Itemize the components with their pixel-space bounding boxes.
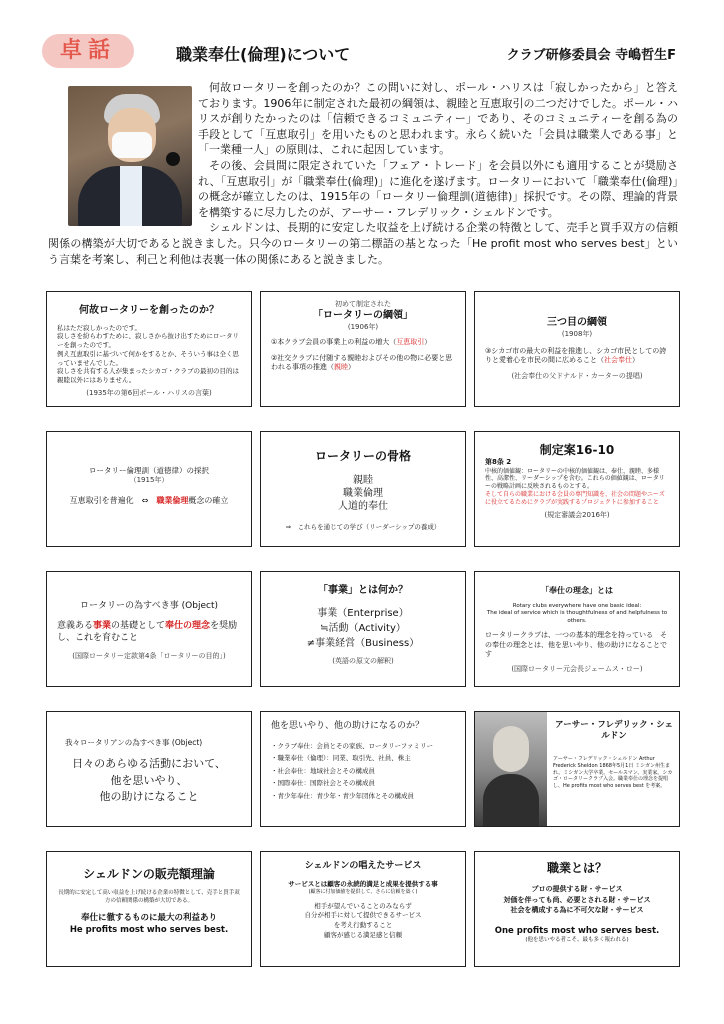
slide-sheldon-service	[260, 851, 466, 967]
slide-title: 職業とは？	[546, 861, 607, 875]
slide-text: 奉仕に徹するものに最大の利益あり	[80, 913, 217, 924]
paragraph-3: シェルドンは、長期的に安定した収益を上げ続ける企業の特徴として、売手と買手双方の信頼関係の構築が大切であると説きました。只今のロータリーの第二標語の基となった「He profit most who serves best」という言葉を考案し、利己と利他は表裏一体の関係にあると説きました。	[48, 221, 678, 266]
slide-text: ）	[348, 363, 355, 372]
list-item: ・職業奉仕（倫理）：同業、取引先、社員、株主	[271, 754, 411, 763]
slide-title: 三つ目の綱領	[547, 317, 607, 328]
slide-text: ）	[424, 338, 432, 347]
slide-title: 我々ロータリアンの為すべき事 (Object)	[65, 738, 203, 747]
slide-highlight: そして自らの職業における会員の専門知識を、社会の問題やニーズに役立てるためにクラブが実践するプロジェクトに参加すること	[485, 491, 665, 506]
slide-rotarian-object	[46, 711, 252, 827]
slide-title: ロータリーの為すべき事 (Object)	[79, 601, 218, 611]
slide-line: ≒活動（Activity）	[320, 622, 406, 634]
slide-highlight: 親睦	[334, 363, 348, 372]
slide-title: シェルドンの販売額理論	[83, 867, 215, 881]
slide-source: (社会奉仕の父ドナルド・カーターの提唱)	[511, 371, 643, 380]
slide-text: を奨励し、これを育むこと	[57, 621, 238, 644]
slide-line: 他の助けになること	[99, 790, 199, 804]
slide-line: 他を思いやり、	[110, 773, 188, 787]
slide-source: (規定審議会2016年)	[544, 510, 610, 519]
slide-source: (国際ロータリー元会長ジェームス・ロー)	[511, 665, 643, 674]
slide-highlight: 社会奉仕	[604, 356, 632, 365]
slide-line: 社会を構成する為に不可欠な財・サービス	[510, 906, 644, 915]
slide-english: The ideal of service which is thoughtfulness of and helpfulness to others.	[486, 610, 668, 624]
slide-text	[485, 347, 669, 366]
slide-text	[57, 324, 241, 385]
slide-enactment	[474, 431, 680, 547]
list-item: ・青少年奉仕：青少年・青少年団体とその構成員	[271, 791, 414, 800]
slide-text: 意義ある	[57, 621, 94, 632]
slide-line: 人道的奉仕	[338, 501, 388, 513]
slide-line: 自分が相手に対して提供できるサービス	[304, 911, 422, 920]
slide-title: 他を思いやり、他の助けになるのか？	[271, 721, 425, 731]
slide-title: ロータリーの骨格	[314, 449, 411, 463]
sheldon-portrait	[475, 712, 547, 827]
slide-ideal-of-service	[474, 571, 680, 687]
slide-line: 私はただ寂しかったのです。	[57, 323, 141, 332]
slide-item	[271, 338, 455, 347]
slide-english: Rotary clubs everywhere have one basic ideal:	[512, 602, 642, 609]
slide-avenues	[260, 711, 466, 827]
slide-line: ≠事業経営（Business）	[306, 637, 420, 649]
slide-sheldon-profile	[474, 711, 680, 827]
slide-list	[57, 756, 241, 806]
slide-framework	[260, 431, 466, 547]
slide-text: ①本クラブ会員の事業上の利益の増大（	[271, 338, 397, 347]
slide-sheldon-theory	[46, 851, 252, 967]
slide-subtitle: 第8条 2	[485, 458, 512, 467]
slide-footer: ⇒ これらを通じての学び（リーダーシップの養成）	[285, 523, 441, 532]
slide-list	[271, 474, 455, 513]
slide-line: 対価を伴っても尚、必要とされる財・サービス	[503, 895, 651, 904]
slide-highlight: 事業	[93, 621, 112, 632]
slide-text	[57, 496, 241, 507]
article-header	[0, 30, 724, 74]
slide-text: ）	[632, 356, 639, 365]
slide-text: 中核的価値観：ロータリーの中核的価値観は、奉仕、親睦、多様性、高潔性、リーダーシップを含む。これらの価値観は、ロータリーの戦略計画に反映されるものとする。	[485, 467, 665, 491]
slide-line: 相手が望んでいることのみならず	[314, 901, 412, 910]
slide-year: (1908年)	[561, 329, 593, 338]
list-item: ・クラブ奉仕：会員とその家族、ロータリーファミリー	[271, 742, 434, 751]
list-item: ・社会奉仕：地域社会とその構成員	[271, 766, 375, 775]
list-item: ・国際奉仕：国際社会とその構成員	[271, 779, 375, 788]
badge-label: 卓話	[59, 38, 116, 63]
slide-pretitle: 初めて制定された	[335, 300, 391, 308]
slide-why-rotary	[46, 291, 252, 407]
slide-line: 例え互恵取引に基づいて何かをするとか、そういう事は全く思っていませんでした。	[57, 349, 239, 367]
slide-motto: One profits most who serves best.	[494, 925, 660, 936]
slide-list	[271, 740, 455, 802]
article-title: 職業奉仕(倫理)について	[176, 45, 351, 64]
slide-list	[485, 884, 669, 916]
slide-title: シェルドンの唱えたサービス	[304, 861, 422, 871]
slide-highlight: 互恵取引	[396, 338, 425, 347]
slide-year: (1906年)	[347, 322, 379, 331]
slide-motto: He profits most who serves best.	[69, 924, 229, 935]
slide-line: 寂しさを共有する人が集まったシカゴ・クラブの最初の目的は親睦以外にはありません。	[57, 367, 239, 385]
slide-text: 互恵取引を普遍化 ⇔	[69, 495, 157, 505]
slide-title: 何故ロータリーを創ったのか？	[79, 305, 219, 316]
slide-text: ロータリークラブは、一つの基本的理念を持っている その奉仕の理念とは、他を思いやり、他の助けになることです	[485, 631, 667, 658]
slide-text: アーサー・フレデリック・シェルドン Arthur Frederick Sheldon 1868年5月1日 ミシガン州生まれ。ミシガン大学卒業。セールスマン、実業家。シカゴ・ロータリークラブ入会。職業奉仕の理念を提唱し、He profits most who serves best を考案。	[553, 756, 673, 789]
slide-source: (英語の原文の解釈)	[332, 656, 394, 665]
slide-title: 「ロータリーの綱領」	[313, 310, 413, 322]
slide-what-is-enterprise	[260, 571, 466, 687]
slide-text: ロータリー倫理訓（道徳律）の採択	[89, 466, 209, 475]
paragraph-1: 何故ロータリーを創ったのか？この問いに対し、ポール・ハリスは「寂しかったから」と答えております。1906年に制定された最初の綱領は、親睦と互恵取引の二つだけでした。ポール・ハリスが創りたかったのは「信頼できるコミュニティー」であり、そのコミュニティーを創る為の手段として「互恵取引」を用いたものと思われます。永らく続いた「会員は職業人である事」と「一業種一人」の原則は、これに起因しています。	[198, 81, 678, 157]
slide-list	[271, 606, 455, 651]
slide-text: ③シカゴ市の最大の利益を推進し、シカゴ市民としての誇りと愛着心を市民の間に広めること（	[485, 346, 667, 365]
slide-line: 顧客が感じる満足感と信頼	[324, 930, 402, 939]
slide-title: 「奉仕の理念」とは	[541, 586, 613, 595]
slide-line: 日々のあらゆる活動において、	[72, 757, 226, 771]
slide-rotary-object	[46, 571, 252, 687]
slide-what-is-vocation	[474, 851, 680, 967]
slide-line: を考え行動すること	[333, 921, 393, 930]
slide-third-object	[474, 291, 680, 407]
slide-line: 職業倫理	[343, 488, 383, 500]
category-badge	[42, 34, 134, 68]
slide-text	[57, 620, 241, 644]
slide-line: 寂しさを紛らわすために、寂しさから抜け出すためにロータリーを創ったのです。	[57, 332, 239, 350]
slide-ethics-code	[46, 431, 252, 547]
slide-line: 事業（Enterprise）	[317, 607, 409, 619]
slide-first-object	[260, 291, 466, 407]
slide-title: 制定案16-10	[539, 443, 615, 457]
slide-note: (顧客に付加価値を提供して、さらに信頼を築く)	[308, 888, 418, 895]
slide-text: の基礎として	[111, 621, 166, 632]
slide-text: 概念の確立	[188, 495, 229, 505]
slide-year: （1915年）	[129, 476, 169, 485]
slide-title: 「事業」とは何か？	[318, 585, 408, 596]
slide-note: (他を思いやる者こそ、最も多く報われる)	[525, 937, 629, 944]
slide-text: ②社交クラブに付随する親睦およびその他の物に必要と思われる事項の推進（	[271, 353, 453, 372]
slide-list	[271, 902, 455, 941]
slide-highlight: 職業倫理	[156, 495, 189, 505]
slide-text: サービスとは顧客の永続的満足と成果を提供する事	[288, 880, 438, 889]
slide-title: アーサー・フレデリック・シェルドン	[555, 720, 673, 742]
slide-highlight: 奉仕の理念	[165, 621, 211, 632]
slide-line: 親睦	[353, 475, 373, 487]
slide-item	[271, 354, 455, 373]
author-byline: クラブ研修委員会 寺嶋哲生F	[506, 48, 676, 63]
slide-source: (国際ロータリー定款第4条「ロータリーの目的」)	[72, 652, 226, 661]
slide-note: 長期的に安定して高い収益を上げ続ける企業の特徴として、売手と買手双方の信頼関係の構築が大切である。	[58, 890, 240, 904]
article-body	[48, 80, 678, 267]
slide-source: (1935年の第6回ポール・ハリスの言葉)	[86, 388, 212, 397]
paragraph-2: その後、会員間に限定されていた「フェア・トレード」を会員以外にも適用することが奨励され、「互恵取引」が「職業奉仕(倫理)」に進化を遂げます。ロータリーにおいて「職業奉仕(倫理)」の概念が確立したのは、1915年の「ロータリー倫理訓(道徳律)」採択です。その際、理論的背景を構築するに尽力したのが、アーサー・フレデリック・シェルドンです。	[198, 158, 678, 219]
slide-line: プロの提供する財・サービス	[531, 885, 623, 894]
